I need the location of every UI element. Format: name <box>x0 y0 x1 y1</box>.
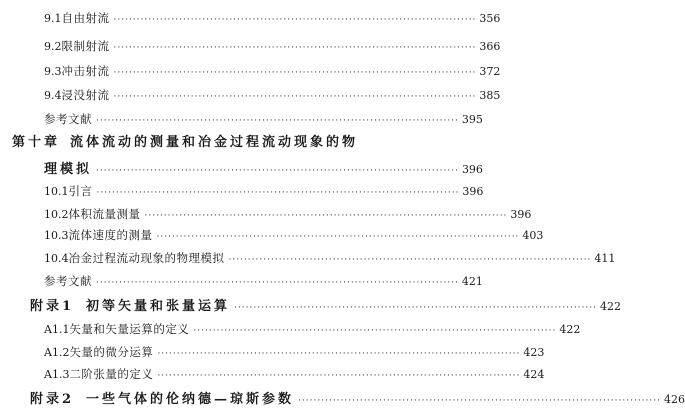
section-number: 10.1 <box>44 185 69 198</box>
dot-leader: ······························································································ <box>193 326 557 336</box>
page-number: 396 <box>461 163 483 176</box>
section-title: 引言 <box>68 184 93 198</box>
section-number: 9.3 <box>44 65 62 78</box>
page-number: 421 <box>461 275 483 288</box>
toc-entry-9-2 <box>44 38 501 54</box>
section-number: 9.2 <box>44 40 62 53</box>
toc-entry-9-3 <box>44 63 501 79</box>
section-number: 10.2 <box>44 208 69 221</box>
page-number: 411 <box>594 252 616 265</box>
section-number: A1.3 <box>44 368 70 381</box>
toc-entry-references-9 <box>44 111 483 127</box>
section-number: A1.1 <box>44 323 70 336</box>
section-title: 限制射流 <box>61 39 110 53</box>
toc-chapter-10-heading <box>12 131 468 150</box>
toc-entry-a1-2 <box>44 344 545 360</box>
section-title: 参考文献 <box>44 112 92 126</box>
toc-entry-10-1 <box>44 183 484 199</box>
section-number: 9.1 <box>44 12 62 25</box>
section-number: A1.2 <box>44 346 70 359</box>
toc-entry-10-2 <box>44 206 532 222</box>
page-number: 395 <box>461 113 483 126</box>
toc-chapter-10-continued <box>44 158 483 177</box>
dot-leader: ······························································································ <box>156 232 520 242</box>
dot-leader: ······························································································ <box>96 116 459 126</box>
page-number: 403 <box>522 229 544 242</box>
section-number: 10.4 <box>44 252 69 265</box>
chapter-title-continued: 理模拟 <box>44 162 93 177</box>
toc-entry-references-10 <box>44 273 483 289</box>
chapter-title: 流体流动的测量和冶金过程流动现象的物 <box>70 135 359 150</box>
page-number: 366 <box>479 40 501 53</box>
dot-leader: ······························································································ <box>228 255 592 265</box>
toc-appendix-1 <box>30 295 621 314</box>
appendix-title: 初等矢量和张量运算 <box>86 299 231 314</box>
section-title: 参考文献 <box>44 274 92 288</box>
dot-leader: ······························································································ <box>96 166 459 176</box>
dot-leader: ······························································································ <box>157 349 521 359</box>
section-number: 9.4 <box>44 89 62 102</box>
page-number: 422 <box>559 323 581 336</box>
toc-entry-10-3 <box>44 227 544 243</box>
dot-leader: ······························································································ <box>113 92 477 102</box>
dot-leader: ······························································································ <box>113 68 477 78</box>
toc-entry-a1-1 <box>44 321 581 337</box>
section-title: 体积流量测量 <box>68 207 141 221</box>
toc-entry-9-1 <box>44 10 501 26</box>
page-number: 396 <box>462 185 484 198</box>
section-title: 浸没射流 <box>61 88 110 102</box>
section-number: 10.3 <box>44 229 69 242</box>
toc-entry-10-4 <box>44 250 616 266</box>
dot-leader: ······························································································ <box>144 211 508 221</box>
page-number: 356 <box>479 12 501 25</box>
page-number: 423 <box>523 346 545 359</box>
section-title: 冲击射流 <box>61 64 110 78</box>
page-number: 422 <box>599 300 621 313</box>
page-number: 396 <box>510 208 532 221</box>
section-title: 自由射流 <box>61 11 110 25</box>
toc-entry-a1-3 <box>44 366 545 382</box>
section-title: 矢量的微分运算 <box>69 345 154 359</box>
page-number: 385 <box>479 89 501 102</box>
dot-leader: ······························································································ <box>298 396 661 406</box>
appendix-number: 附录2 <box>30 392 75 407</box>
page-number: 424 <box>523 368 545 381</box>
section-title: 冶金过程流动现象的物理模拟 <box>68 251 225 265</box>
page-number: 426 <box>663 393 685 406</box>
section-title: 矢量和矢量运算的定义 <box>69 322 190 336</box>
chapter-number: 第十章 <box>12 135 61 150</box>
dot-leader: ······························································································ <box>96 188 460 198</box>
section-title: 流体速度的测量 <box>68 228 153 242</box>
dot-leader: ······························································································ <box>113 15 477 25</box>
section-title: 二阶张量的定义 <box>69 367 154 381</box>
dot-leader: ······························································································ <box>96 278 459 288</box>
dot-leader: ······························································································ <box>113 43 477 53</box>
toc-entry-9-4 <box>44 87 501 103</box>
dot-leader: ······························································································ <box>157 371 521 381</box>
toc-appendix-2 <box>30 388 685 407</box>
appendix-number: 附录1 <box>30 299 75 314</box>
dot-leader: ······························································································ <box>234 303 597 313</box>
page-number: 372 <box>479 65 501 78</box>
appendix-title: 一些气体的伦纳德—琼斯参数 <box>86 392 295 407</box>
